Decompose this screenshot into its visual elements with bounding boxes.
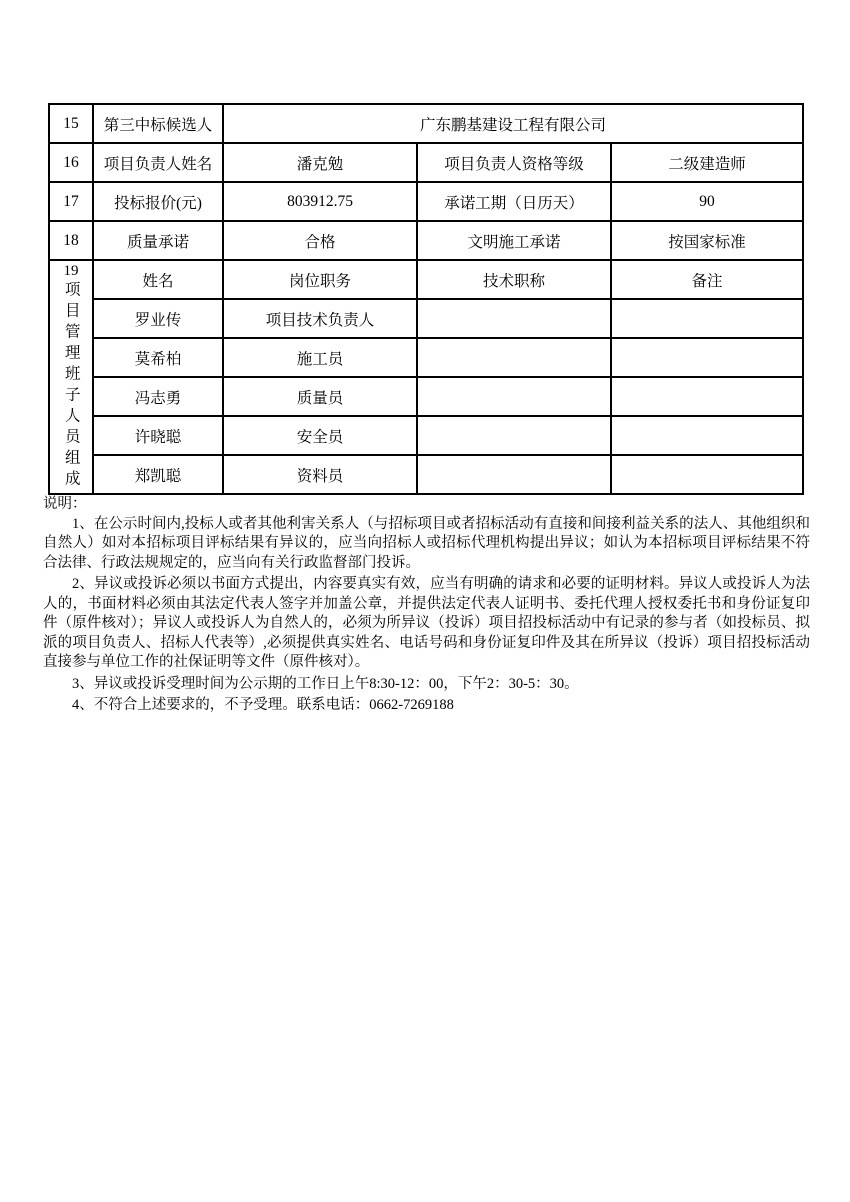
member-row xyxy=(49,377,803,416)
notes-heading: 说明： xyxy=(43,496,87,512)
table-row-17 xyxy=(49,182,803,221)
bid-results-table xyxy=(48,103,804,495)
notes-section xyxy=(43,495,810,718)
member-name: 郑凯聪 xyxy=(93,455,223,494)
member-row xyxy=(49,338,803,377)
member-header-name: 姓名 xyxy=(93,260,223,299)
member-row xyxy=(49,455,803,494)
member-remark xyxy=(611,377,803,416)
bid-price-value: 803912.75 xyxy=(223,182,417,221)
member-name: 冯志勇 xyxy=(93,377,223,416)
notes-paragraph-4: 4、不符合上述要求的，不予受理。联系电话：0662-7269188 xyxy=(72,697,454,713)
row-number: 17 xyxy=(49,182,93,221)
member-row xyxy=(49,416,803,455)
group-row-vertical-title: 项目管理班子人员组成 xyxy=(62,281,80,491)
civilized-construction-value: 按国家标准 xyxy=(611,221,803,260)
member-remark xyxy=(611,299,803,338)
member-remark xyxy=(611,338,803,377)
member-tech-title xyxy=(417,299,611,338)
member-row xyxy=(49,299,803,338)
notes-paragraph-1: 1、在公示时间内,投标人或者其他利害关系人（与招标项目或者招标活动有直接和间接利益关系的法人、其他组织和自然人）如对本招标项目评标结果有异议的，应当向招标人或招标代理机构提出异议；如认为本招标项目评标结果不符合法律、行政法规规定的，应当向有关行政监督部门投诉。 xyxy=(43,515,810,571)
member-position: 安全员 xyxy=(223,416,417,455)
row-label: 第三中标候选人 xyxy=(93,104,223,143)
row-number: 16 xyxy=(49,143,93,182)
member-tech-title xyxy=(417,338,611,377)
row-number: 19 xyxy=(63,263,79,279)
notes-paragraph-3: 3、异议或投诉受理时间为公示期的工作日上午8:30-12：00，下午2：30-5：30。 xyxy=(72,675,579,692)
table-row-18 xyxy=(49,221,803,260)
member-position: 资料员 xyxy=(223,455,417,494)
table-row-19-header xyxy=(49,260,803,299)
row-label: 项目负责人姓名 xyxy=(93,143,223,182)
member-position: 项目技术负责人 xyxy=(223,299,417,338)
third-candidate-value: 广东鹏基建设工程有限公司 xyxy=(223,104,803,143)
row-label-2: 项目负责人资格等级 xyxy=(417,143,611,182)
row-number: 18 xyxy=(49,221,93,260)
group-row-title-cell xyxy=(49,260,93,494)
qualification-level: 二级建造师 xyxy=(611,143,803,182)
row-label: 质量承诺 xyxy=(93,221,223,260)
member-position: 质量员 xyxy=(223,377,417,416)
row-number: 15 xyxy=(49,104,93,143)
table-row-15 xyxy=(49,104,803,143)
notes-paragraph-2: 2、异议或投诉必须以书面方式提出，内容要真实有效，应当有明确的请求和必要的证明材料。异议人或投诉人为法人的，书面材料必须由其法定代表人签字并加盖公章，并提供法定代表人证明书、委托代理人授权委托书和身份证复印件（原件核对）；异议人或投诉人为自然人的，必须为所异议（投诉）项目招投标活动中有记录的参与者（如投标员、拟派的项目负责人、招标人代表等）,必须提供真实姓名、电话号码和身份证复印件及其在所异议（投诉）项目招投标活动直接参与单位工作的社保证明等文件（原件核对）。 xyxy=(43,576,810,670)
group-row-title-wrap xyxy=(52,261,90,493)
quality-commitment-value: 合格 xyxy=(223,221,417,260)
member-header-tech-title: 技术职称 xyxy=(417,260,611,299)
bid-results-table-wrap xyxy=(48,103,804,495)
row-label-2: 文明施工承诺 xyxy=(417,221,611,260)
member-tech-title xyxy=(417,377,611,416)
duration-value: 90 xyxy=(611,182,803,221)
member-tech-title xyxy=(417,455,611,494)
member-position: 施工员 xyxy=(223,338,417,377)
member-name: 莫希柏 xyxy=(93,338,223,377)
member-name: 许晓聪 xyxy=(93,416,223,455)
member-remark xyxy=(611,455,803,494)
member-tech-title xyxy=(417,416,611,455)
project-manager-name: 潘克勉 xyxy=(223,143,417,182)
member-remark xyxy=(611,416,803,455)
member-header-remark: 备注 xyxy=(611,260,803,299)
row-label-2: 承诺工期（日历天） xyxy=(417,182,611,221)
table-row-16 xyxy=(49,143,803,182)
member-name: 罗业传 xyxy=(93,299,223,338)
member-header-position: 岗位职务 xyxy=(223,260,417,299)
row-label: 投标报价(元) xyxy=(93,182,223,221)
